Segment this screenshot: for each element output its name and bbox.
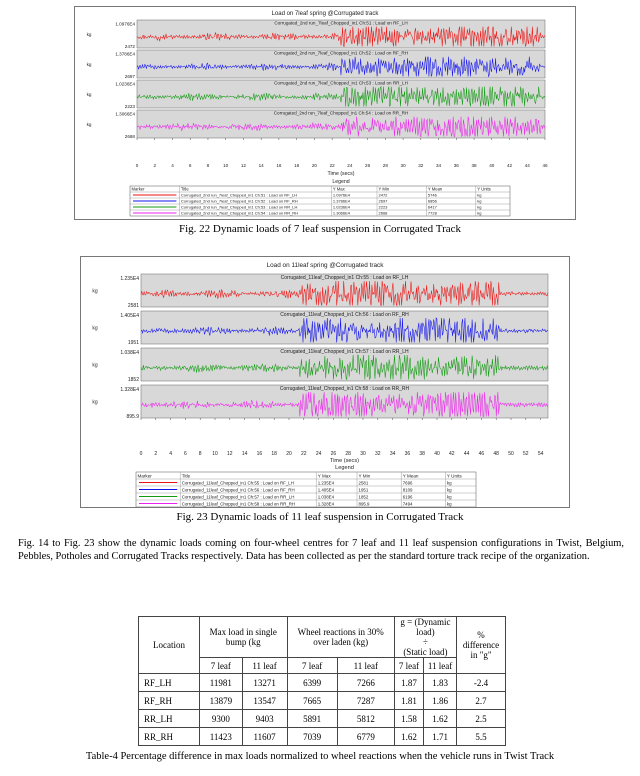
fig23-svg [81,257,569,507]
y-max-label: 1.0976E4 [115,21,135,27]
x-tick-label: 12 [240,163,246,168]
table-row [139,728,506,746]
legend-cell: kg [446,487,452,493]
cell-diff: -2.4 [457,674,506,692]
cell-max7: 11981 [200,674,243,692]
header-max-7leaf: 7 leaf [200,658,243,674]
legend-cell: 7494 [402,501,413,507]
x-tick-label: 8 [198,451,202,457]
x-tick-label: 54 [537,451,544,457]
legend-cell: 6417 [427,204,437,210]
x-tick-label: 18 [294,163,300,168]
x-tick-label: 46 [478,451,485,457]
channel-subtitle: Corrugated_2nd run_7leaf_Chopped_in1 Ch:54 : Load on RR_RH [273,110,409,116]
x-tick-label: 22 [301,451,307,457]
cell-g7: 1.87 [394,674,423,692]
x-tick-label: 10 [223,163,229,168]
legend-cell: kg [477,198,482,204]
cell-g7: 1.81 [394,692,423,710]
table-4-caption: Table-4 Percentage difference in max loads normalized to wheel reactions when the vehicle runs in Twist Track [85,751,555,762]
cell-g7: 1.62 [394,728,423,746]
cell-g7: 1.58 [394,710,423,728]
legend-cell: 1.0976E4 [332,192,351,198]
y-min-label: 2668 [124,134,135,139]
x-tick-label: 46 [542,163,548,168]
legend-header: Y Min [378,186,390,192]
x-tick-label: 44 [463,451,470,457]
x-tick-label: 8 [206,163,210,168]
figure-23-caption: Fig. 23 Dynamic loads of 11 leaf suspension in Corrugated Track [176,511,464,523]
x-tick-label: 32 [375,451,381,457]
legend-cell: 1.0236E4 [332,204,351,210]
cell-g11: 1.62 [424,710,457,728]
x-tick-label: 42 [506,163,513,168]
x-tick-label: 36 [404,451,411,457]
x-tick-label: 0 [135,163,139,168]
x-tick-label: 32 [418,163,424,168]
y-unit-label: kg [92,288,98,295]
y-max-label: 1.3786E4 [115,51,135,57]
y-unit-label: kg [86,92,92,97]
cell-wr7: 7665 [287,692,337,710]
legend-cell: Corrugated_2nd run_7leaf_Chopped_in1 Ch:53 : Load on RR_LH [180,204,298,210]
header-wheel-reactions: Wheel reactions in 30% over laden (kg) [287,617,394,658]
legend-cell: kg [446,480,452,486]
body-paragraph: Fig. 14 to Fig. 23 show the dynamic loads coming on four-wheel centres for 7 leaf and 11 leaf suspension configurations in Twist, Belgium, Pebbles, Potholes and Corrugated Tracks respectively. Data has been collected as per the standard torture track recipe of the organization. [18,538,624,563]
x-tick-label: 26 [330,451,337,457]
fig22-svg [75,7,575,219]
legend-cell: 1.235E4 [317,480,335,486]
y-min-label: 2223 [124,104,135,109]
figure-22-caption: Fig. 22 Dynamic loads of 7 leaf suspension in Corrugated Track [179,223,461,235]
y-min-label: 2472 [124,44,135,49]
legend-cell: 1951 [358,487,369,493]
x-tick-label: 38 [471,163,477,168]
cell-max11: 13271 [242,674,287,692]
header-g-ratio [394,617,456,658]
cell-max7: 13879 [200,692,243,710]
legend-cell: 8109 [402,487,413,493]
x-axis-label: Time (secs) [329,458,360,464]
cell-diff: 2.7 [457,692,506,710]
header-max-load: Max load in single bump (kg [200,617,288,658]
legend-cell: Corrugated_11leaf_Chopped_in1 Ch:55 : Load on RF_LH [181,480,294,486]
x-tick-label: 18 [271,451,277,457]
cell-diff: 2.5 [457,710,506,728]
legend-cell: 2223 [378,204,388,210]
x-tick-label: 36 [453,163,459,168]
x-tick-label: 50 [508,451,514,457]
y-max-label: 1.235E4 [120,276,139,282]
channel-subtitle: Corrugated_11leaf_Chopped_in1 Ch:55 : Load on RF_LH [280,275,409,281]
x-tick-label: 34 [436,163,442,168]
legend-cell: kg [446,501,452,507]
legend-cell: Corrugated_2nd run_7leaf_Chopped_in1 Ch:52 : Load on RF_RH [180,198,298,204]
x-tick-label: 0 [139,451,143,457]
x-tick-label: 40 [434,451,440,457]
table-row [139,674,506,692]
legend-cell: Corrugated_11leaf_Chopped_in1 Ch:57 : Load on RR_LH [181,494,295,500]
x-tick-label: 44 [524,163,530,168]
legend-header: Y Units [477,186,491,192]
x-tick-label: 26 [365,163,371,168]
header-g-11leaf: 11 leaf [424,658,457,674]
x-tick-label: 4 [171,163,174,168]
legend-cell: Corrugated_11leaf_Chopped_in1 Ch:58 : Load on RR_RH [181,501,296,507]
legend-header: Y Max [332,186,345,192]
cell-location: RR_RH [139,728,200,746]
table-row [139,692,506,710]
legend-cell: 1.328E4 [317,501,335,507]
legend-title: Legend [335,465,354,471]
y-unit-label: kg [92,399,98,406]
channel-subtitle: Corrugated_11leaf_Chopped_in1 Ch:56 : Load on RF_RH [280,312,409,318]
cell-wr11: 7287 [337,692,394,710]
cell-g11: 1.71 [424,728,457,746]
legend-cell: 2472 [378,192,388,198]
legend-header: Y Mean [402,473,419,479]
legend-cell: 1.405E4 [317,487,335,493]
y-max-label: 1.328E4 [120,387,139,393]
y-min-label: 2697 [124,74,135,79]
legend-header: Marker [131,186,145,192]
cell-g11: 1.83 [424,674,457,692]
x-tick-label: 12 [227,451,233,457]
cell-diff: 5.5 [457,728,506,746]
cell-wr11: 5812 [337,710,394,728]
legend-cell: Corrugated_11leaf_Chopped_in1 Ch:56 : Load on RF_RH [181,487,295,493]
x-tick-label: 24 [315,451,322,457]
legend-cell: 1.3786E4 [332,198,351,204]
y-min-label: 895.9 [126,414,139,420]
table-4 [138,616,506,746]
legend-cell: 1.038E4 [317,494,335,500]
x-tick-label: 14 [258,163,264,168]
legend-cell: 6856 [427,198,437,204]
header-g-ratio-line3: (Static load) [403,647,448,657]
x-tick-label: 2 [153,163,157,168]
header-g-ratio-line1: g = (Dynamic load) [400,617,451,637]
legend-header: Y Min [358,473,371,479]
legend-header: Marker [137,473,152,479]
y-min-label: 2581 [127,303,139,309]
legend-cell: Corrugated_2nd run_7leaf_Chopped_in1 Ch:54 : Load on RR_RH [180,210,299,216]
legend-header: Title [181,473,191,479]
y-max-label: 1.3066E4 [115,111,135,117]
figure-22 [74,6,576,220]
y-unit-label: kg [86,32,92,37]
legend-cell: 1852 [358,494,369,500]
y-max-label: 1.405E4 [120,313,139,319]
legend-header: Title [180,186,189,192]
x-tick-label: 16 [276,163,282,168]
cell-location: RR_LH [139,710,200,728]
x-tick-label: 48 [493,451,499,457]
header-g-ratio-line2: ÷ [422,637,428,647]
x-tick-label: 30 [400,163,406,168]
plot-title: Load on 7leaf spring @Corrugated track [271,11,379,17]
header-g-7leaf: 7 leaf [394,658,423,674]
legend-cell: 2697 [378,198,388,204]
legend-cell: 895.9 [358,501,370,507]
legend-header: Y Max [317,473,331,479]
legend-cell: 7696 [402,480,413,486]
plot-title: Load on 11leaf spring @Corrugated track [266,262,384,269]
x-tick-label: 4 [169,451,172,457]
channel-subtitle: Corrugated_2nd run_7leaf_Chopped_in1 Ch:52 : Load on RF_RH [273,50,409,56]
channel-subtitle: Corrugated_11leaf_Chopped_in1 Ch:57 : Load on RR_LH [280,349,409,355]
cell-wr11: 7266 [337,674,394,692]
y-unit-label: kg [86,122,92,127]
x-tick-label: 20 [286,451,292,457]
header-percent-difference: % difference in "g" [457,617,506,674]
cell-max11: 13547 [242,692,287,710]
cell-max11: 9403 [242,710,287,728]
x-axis-label: Time (secs) [327,171,355,177]
cell-max7: 9300 [200,710,243,728]
y-unit-label: kg [92,362,98,369]
cell-max7: 11423 [200,728,243,746]
legend-cell: 7728 [427,210,437,216]
channel-subtitle: Corrugated_2nd run_7leaf_Chopped_in1 Ch:53 : Load on RR_LH [274,80,408,86]
legend-cell: 2581 [358,480,369,486]
header-wr-7leaf: 7 leaf [287,658,337,674]
x-tick-label: 24 [347,163,353,168]
x-tick-label: 14 [241,451,248,457]
channel-subtitle: Corrugated_2nd run_7leaf_Chopped_in1 Ch:51 : Load on RF_LH [274,20,408,26]
x-tick-label: 34 [389,451,396,457]
header-location: Location [139,617,200,674]
x-tick-label: 16 [256,451,263,457]
figure-23 [80,256,570,508]
legend-cell: 6196 [402,494,413,500]
legend-cell: 2668 [378,210,388,216]
x-tick-label: 6 [188,163,192,168]
x-tick-label: 40 [489,163,495,168]
x-tick-label: 28 [345,451,351,457]
y-max-label: 1.0236E4 [115,81,135,87]
cell-wr7: 7039 [287,728,337,746]
legend-header: Y Units [446,473,462,479]
legend-cell: kg [477,192,482,198]
cell-max11: 11607 [242,728,287,746]
y-min-label: 1951 [127,340,139,346]
header-wr-11leaf: 11 leaf [337,658,394,674]
cell-location: RF_LH [139,674,200,692]
x-tick-label: 38 [419,451,425,457]
legend-cell: kg [477,210,482,216]
header-max-11leaf: 11 leaf [242,658,287,674]
y-max-label: 1.038E4 [120,350,139,356]
x-tick-label: 2 [154,451,158,457]
y-unit-label: kg [86,62,92,67]
legend-cell: kg [446,494,452,500]
x-tick-label: 28 [382,163,388,168]
x-tick-label: 10 [212,451,218,457]
legend-cell: 1.3066E4 [332,210,351,216]
cell-location: RF_RH [139,692,200,710]
cell-wr7: 6399 [287,674,337,692]
x-tick-label: 6 [184,451,187,457]
cell-wr11: 6779 [337,728,394,746]
legend-cell: Corrugated_2nd run_7leaf_Chopped_in1 Ch:51 : Load on RF_LH [180,192,297,198]
legend-cell: 5746 [427,192,437,198]
channel-subtitle: Corrugated_11leaf_Chopped_in1 Ch:58 : Load on RR_RH [279,386,410,392]
y-unit-label: kg [92,325,98,332]
x-tick-label: 42 [449,451,455,457]
x-tick-label: 52 [523,451,529,457]
x-tick-label: 20 [311,163,317,168]
cell-wr7: 5891 [287,710,337,728]
y-min-label: 1852 [127,377,139,383]
cell-g11: 1.86 [424,692,457,710]
x-tick-label: 22 [329,163,335,168]
table-row [139,710,506,728]
x-tick-label: 30 [360,451,366,457]
legend-header: Y Mean [427,186,443,192]
legend-cell: kg [477,204,482,210]
legend-title: Legend [332,179,350,185]
